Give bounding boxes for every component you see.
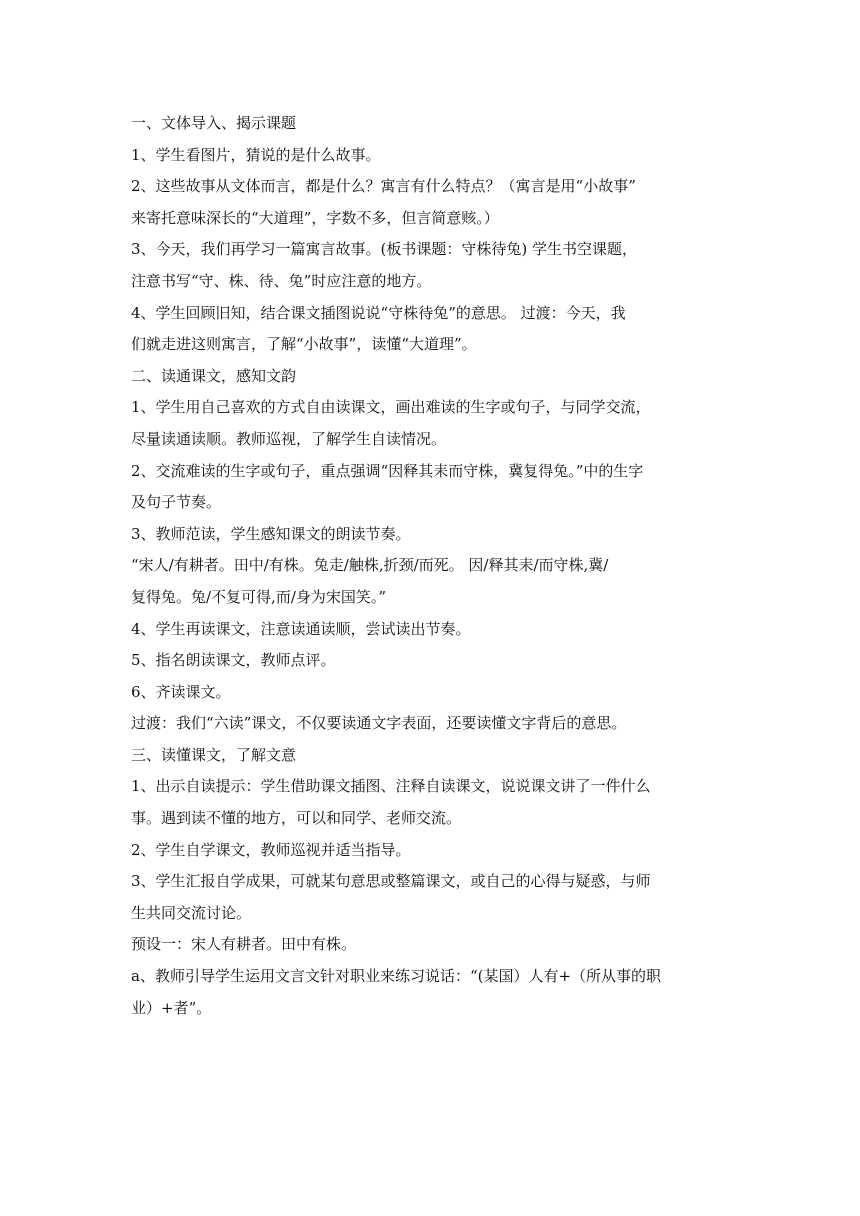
paragraph-line: a、教师引导学生运用文言文针对职业来练习说话：“(某国）人有+（所从事的职 bbox=[131, 967, 662, 986]
paragraph-line: 业）+者”。 bbox=[131, 998, 212, 1017]
document-page bbox=[131, 109, 736, 1025]
paragraph-line: 事。遇到读不懂的地方，可以和同学、老师交流。 bbox=[131, 809, 462, 828]
paragraph-line: 来寄托意味深长的“大道理”，字数不多，但言简意赅。） bbox=[131, 208, 499, 227]
paragraph-line: 2、交流难读的生字或句子，重点强调“因释其耒而守株，冀复得兔。”中的生字 bbox=[131, 461, 644, 480]
paragraph-line: 及句子节奏。 bbox=[131, 493, 222, 512]
section-heading-2: 二、读通课文，感知文韵 bbox=[131, 366, 297, 385]
preset-line: 预设一：宋人有耕者。田中有株。 bbox=[131, 935, 357, 954]
transition-line: 过渡：我们“六读”课文，不仅要读通文字表面，还要读懂文字背后的意思。 bbox=[131, 714, 627, 733]
paragraph-line: 4、学生回顾旧知，结合课文插图说说“守株待兔”的意思。 过渡：今天，我 bbox=[131, 303, 626, 322]
paragraph-line: 3、今天，我们再学习一篇寓言故事。(板书课题：守株待兔) 学生书空课题， bbox=[131, 240, 638, 259]
paragraph-line: 们就走进这则寓言，了解“小故事”，读懂“大道理”。 bbox=[131, 335, 477, 354]
paragraph-line: 1、出示自读提示：学生借助课文插图、注释自读课文，说说课文讲了一件什么 bbox=[131, 777, 651, 796]
paragraph-line: 尽量读通读顺。教师巡视，了解学生自读情况。 bbox=[131, 429, 447, 448]
paragraph-line: 6、齐读课文。 bbox=[131, 682, 231, 701]
section-heading-1: 一、文体导入、揭示课题 bbox=[131, 114, 297, 132]
paragraph-line: 4、学生再读课文，注意读通读顺，尝试读出节奏。 bbox=[131, 619, 471, 638]
paragraph-line: 1、学生看图片，猜说的是什么故事。 bbox=[131, 145, 381, 164]
paragraph-line: 3、学生汇报自学成果，可就某句意思或整篇课文，或自己的心得与疑惑，与师 bbox=[131, 872, 651, 891]
quote-line: 复得兔。兔/不复可得,而/身为宋国笑。” bbox=[131, 587, 387, 606]
quote-line: “宋人/有耕者。田中/有株。兔走/触株,折颈/而死。 因/释其耒/而守株,冀/ bbox=[131, 556, 609, 575]
paragraph-line: 2、学生自学课文，教师巡视并适当指导。 bbox=[131, 840, 411, 859]
paragraph-line: 2、这些故事从文体而言，都是什么？寓言有什么特点？（寓言是用“小故事” bbox=[131, 177, 636, 196]
paragraph-line: 注意书写“守、株、待、兔”时应注意的地方。 bbox=[131, 271, 432, 290]
paragraph-line: 5、指名朗读课文，教师点评。 bbox=[131, 651, 336, 670]
paragraph-line: 生共同交流讨论。 bbox=[131, 903, 252, 922]
paragraph-line: 3、教师范读，学生感知课文的朗读节奏。 bbox=[131, 524, 411, 543]
section-heading-3: 三、读懂课文，了解文意 bbox=[131, 745, 297, 764]
paragraph-line: 1、学生用自己喜欢的方式自由读课文，画出难读的生字或句子，与同学交流， bbox=[131, 398, 651, 417]
